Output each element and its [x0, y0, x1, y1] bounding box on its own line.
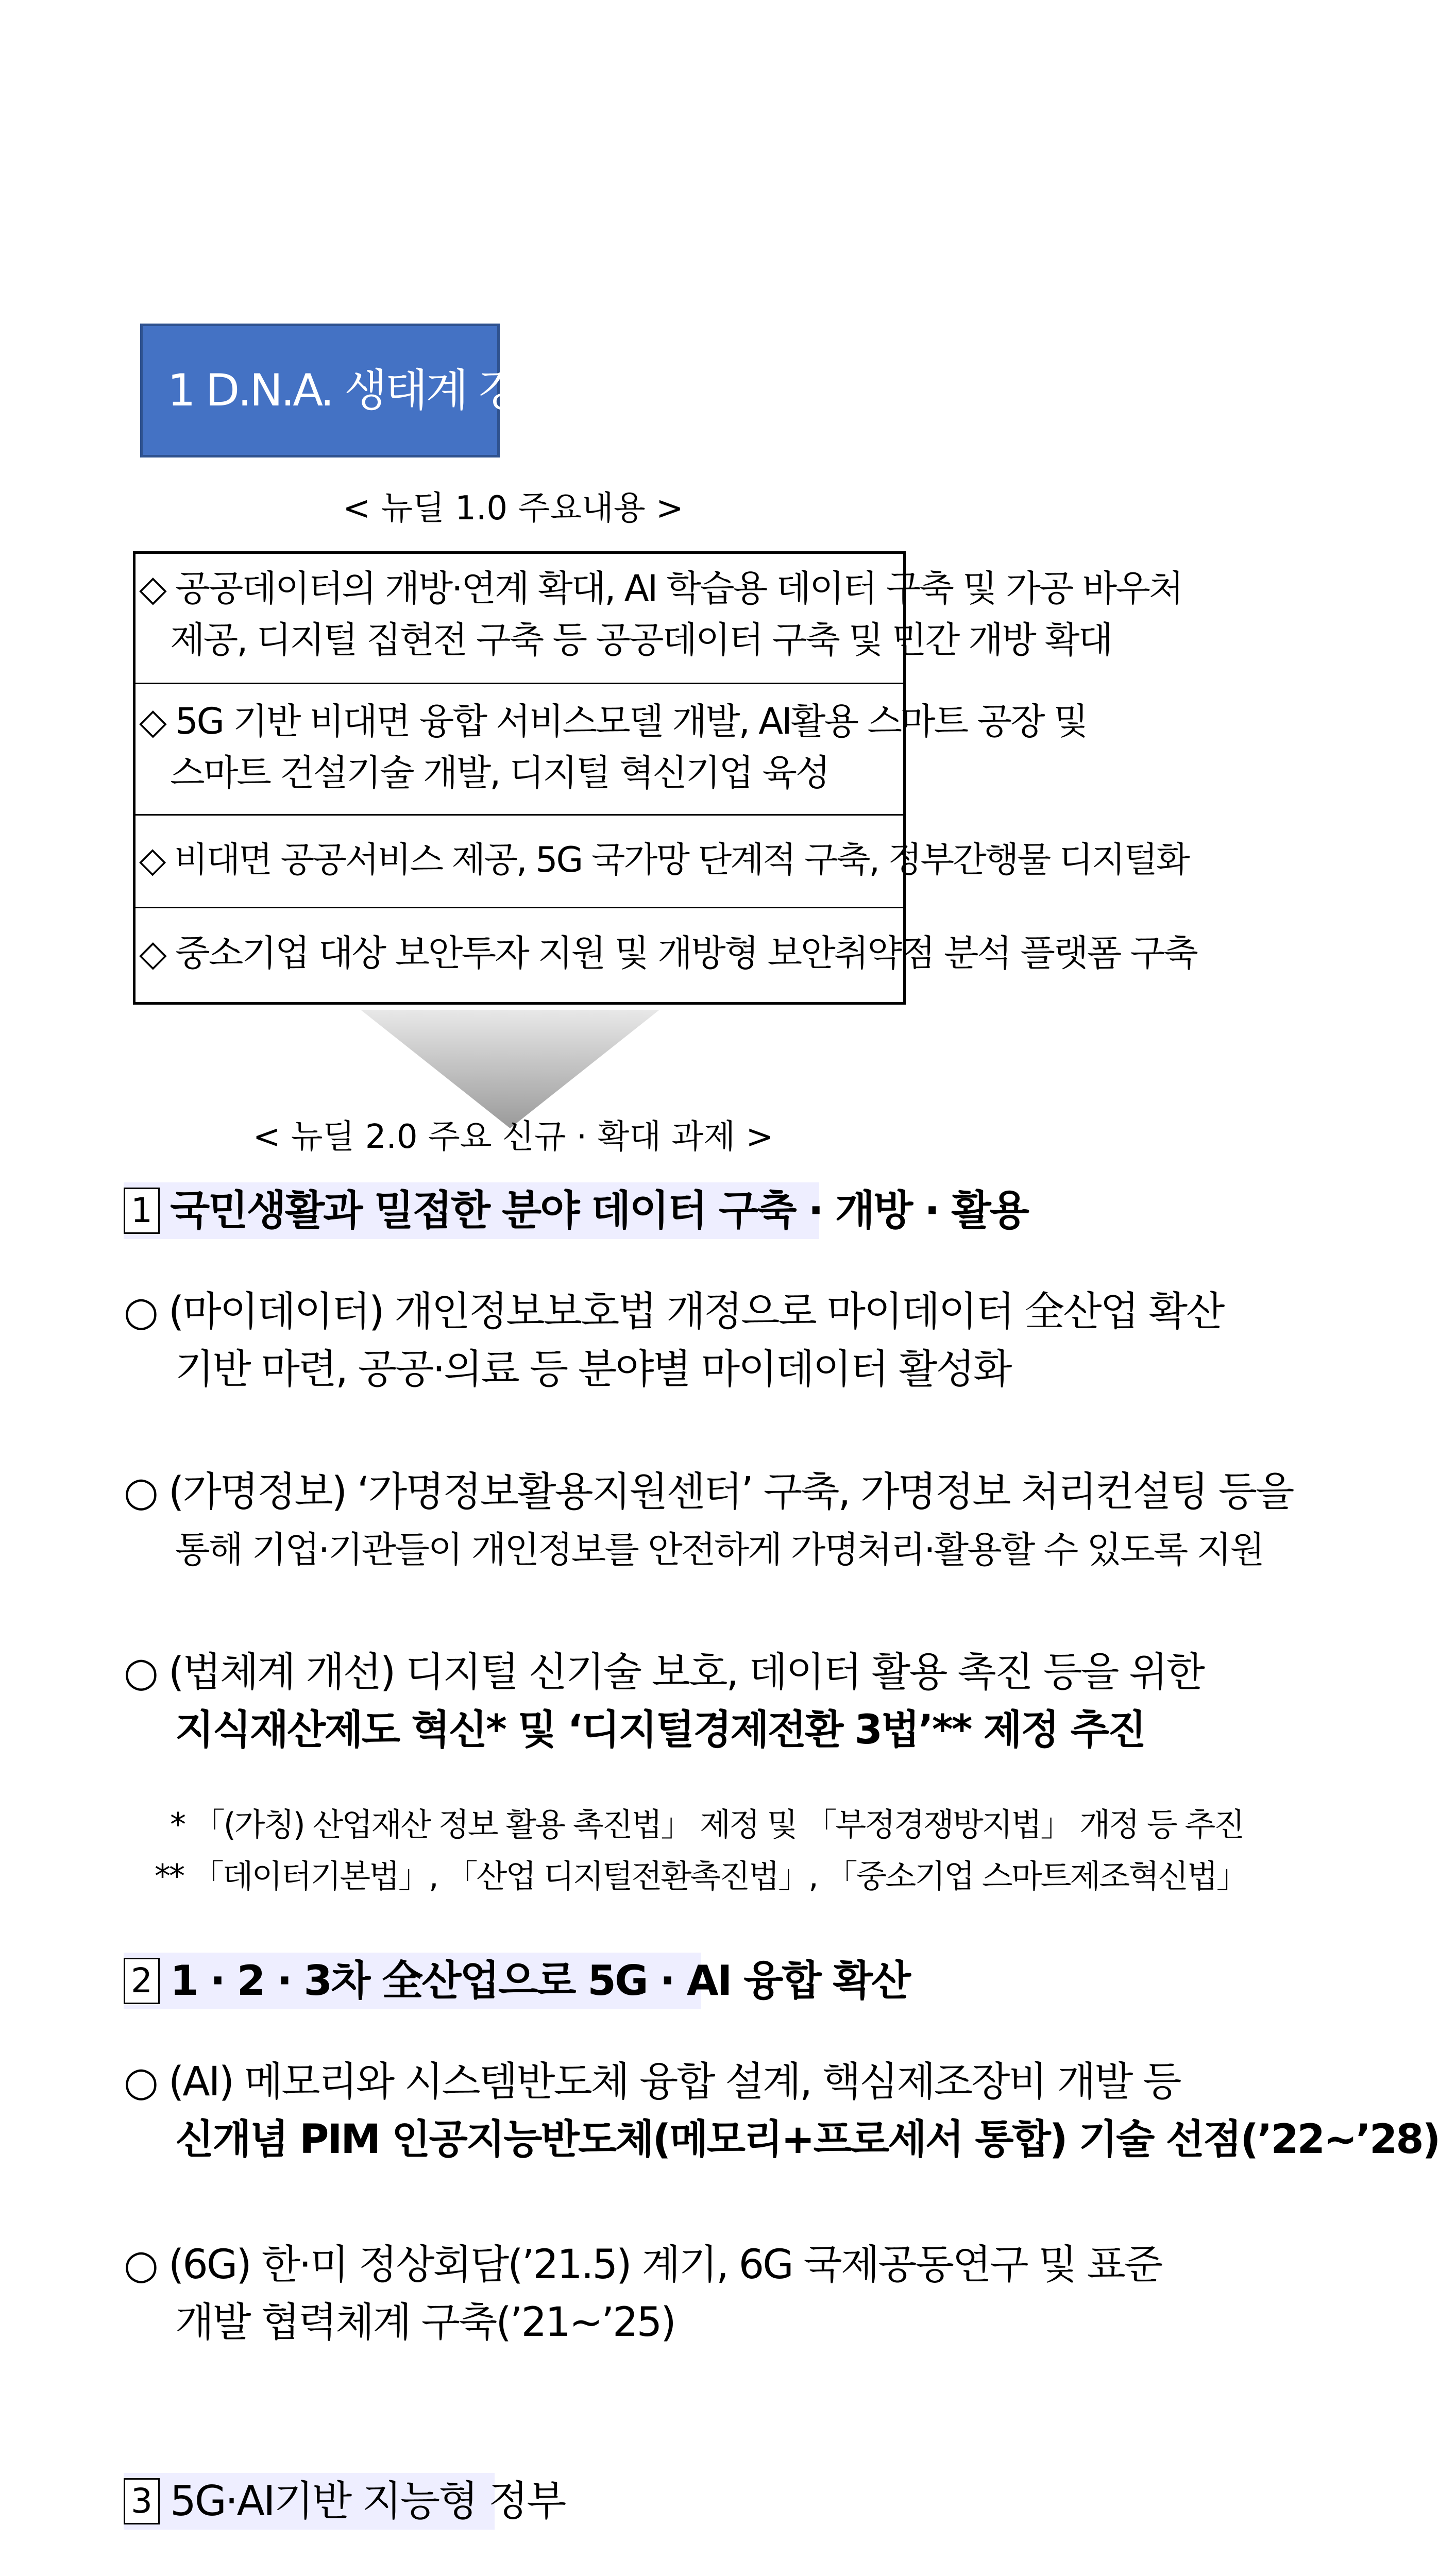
section-2-title: 1 · 2 · 3차 全산업으로 5G · AI 융합 확산: [170, 1957, 910, 2005]
section-3-bullet: [124, 2573, 1199, 2576]
box-item: ◇ 5G 기반 비대면 융합 서비스모델 개발, AI활용 스마트 공장 및 스마트 건설기술 개발, 디지털 혁신기업 육성: [139, 700, 1087, 794]
section-1-number: 1: [124, 1188, 160, 1234]
section-2-bullet: ○ (AI) 메모리와 시스템반도체 융합 설계, 핵심제조장비 개발 등 신개념 PIM 인공지능반도체(메모리+프로세서 통합) 기술 선점(’22~’28): [124, 2059, 1439, 2163]
section-1-title: 국민생활과 밀접한 분야 데이터 구축 · 개방 · 활용: [170, 1187, 1028, 1234]
section-2-bullet: ○ (6G) 한·미 정상회담(’21.5) 계기, 6G 국제공동연구 및 표준 개발 협력체계 구축(’21~’25): [124, 2242, 1162, 2346]
section-1-bullet: ○ (법체계 개선) 디지털 신기술 보호, 데이터 활용 촉진 등을 위한 지식재산제도 혁신* 및 ‘디지털경제전환 3법’** 제정 추진: [124, 1649, 1204, 1753]
section-2-number: 2: [124, 1958, 160, 2004]
section-3-title: 5G·AI기반 지능형 정부: [170, 2477, 565, 2525]
box-divider: [133, 814, 905, 816]
box-item: ◇ 비대면 공공서비스 제공, 5G 국가망 단계적 구축, 정부간행물 디지털화: [139, 840, 1189, 880]
section-1-bullet: ○ (마이데이터) 개인정보보호법 개정으로 마이데이터 全산업 확산 기반 마련, 공공·의료 등 분야별 마이데이터 활성화: [124, 1289, 1224, 1393]
box-item: ◇ 공공데이터의 개방·연계 확대, AI 학습용 데이터 구축 및 가공 바우처 제공, 디지털 집현전 구축 등 공공데이터 구축 및 민간 개방 확대: [139, 567, 1182, 661]
box-item: ◇ 중소기업 대상 보안투자 지원 및 개방형 보안취약점 분석 플랫폼 구축: [139, 932, 1197, 974]
box-divider: [133, 683, 905, 684]
section-1-note: * 「(가칭) 산업재산 정보 활용 촉진법」 제정 및 「부정경쟁방지법」 개정 등 추진: [170, 1806, 1244, 1843]
section-title: 1 D.N.A. 생태계 강화: [167, 365, 560, 416]
section-3-number: 3: [124, 2478, 160, 2524]
new-deal-1-heading: < 뉴딜 1.0 주요내용 >: [343, 489, 684, 528]
box-divider: [133, 907, 905, 908]
section-1-bullet: ○ (가명정보) ‘가명정보활용지원센터’ 구축, 가명정보 처리컨설팅 등을 통해 기업·기관들이 개인정보를 안전하게 가명처리·활용할 수 있도록 지원: [124, 1469, 1293, 1571]
new-deal-2-heading: < 뉴딜 2.0 주요 신규 · 확대 과제 >: [252, 1118, 774, 1156]
section-title-box: [140, 324, 560, 457]
section-1-note: ** 「데이터기본법」, 「산업 디지털전환촉진법」, 「중소기업 스마트제조혁신법」: [155, 1857, 1247, 1895]
